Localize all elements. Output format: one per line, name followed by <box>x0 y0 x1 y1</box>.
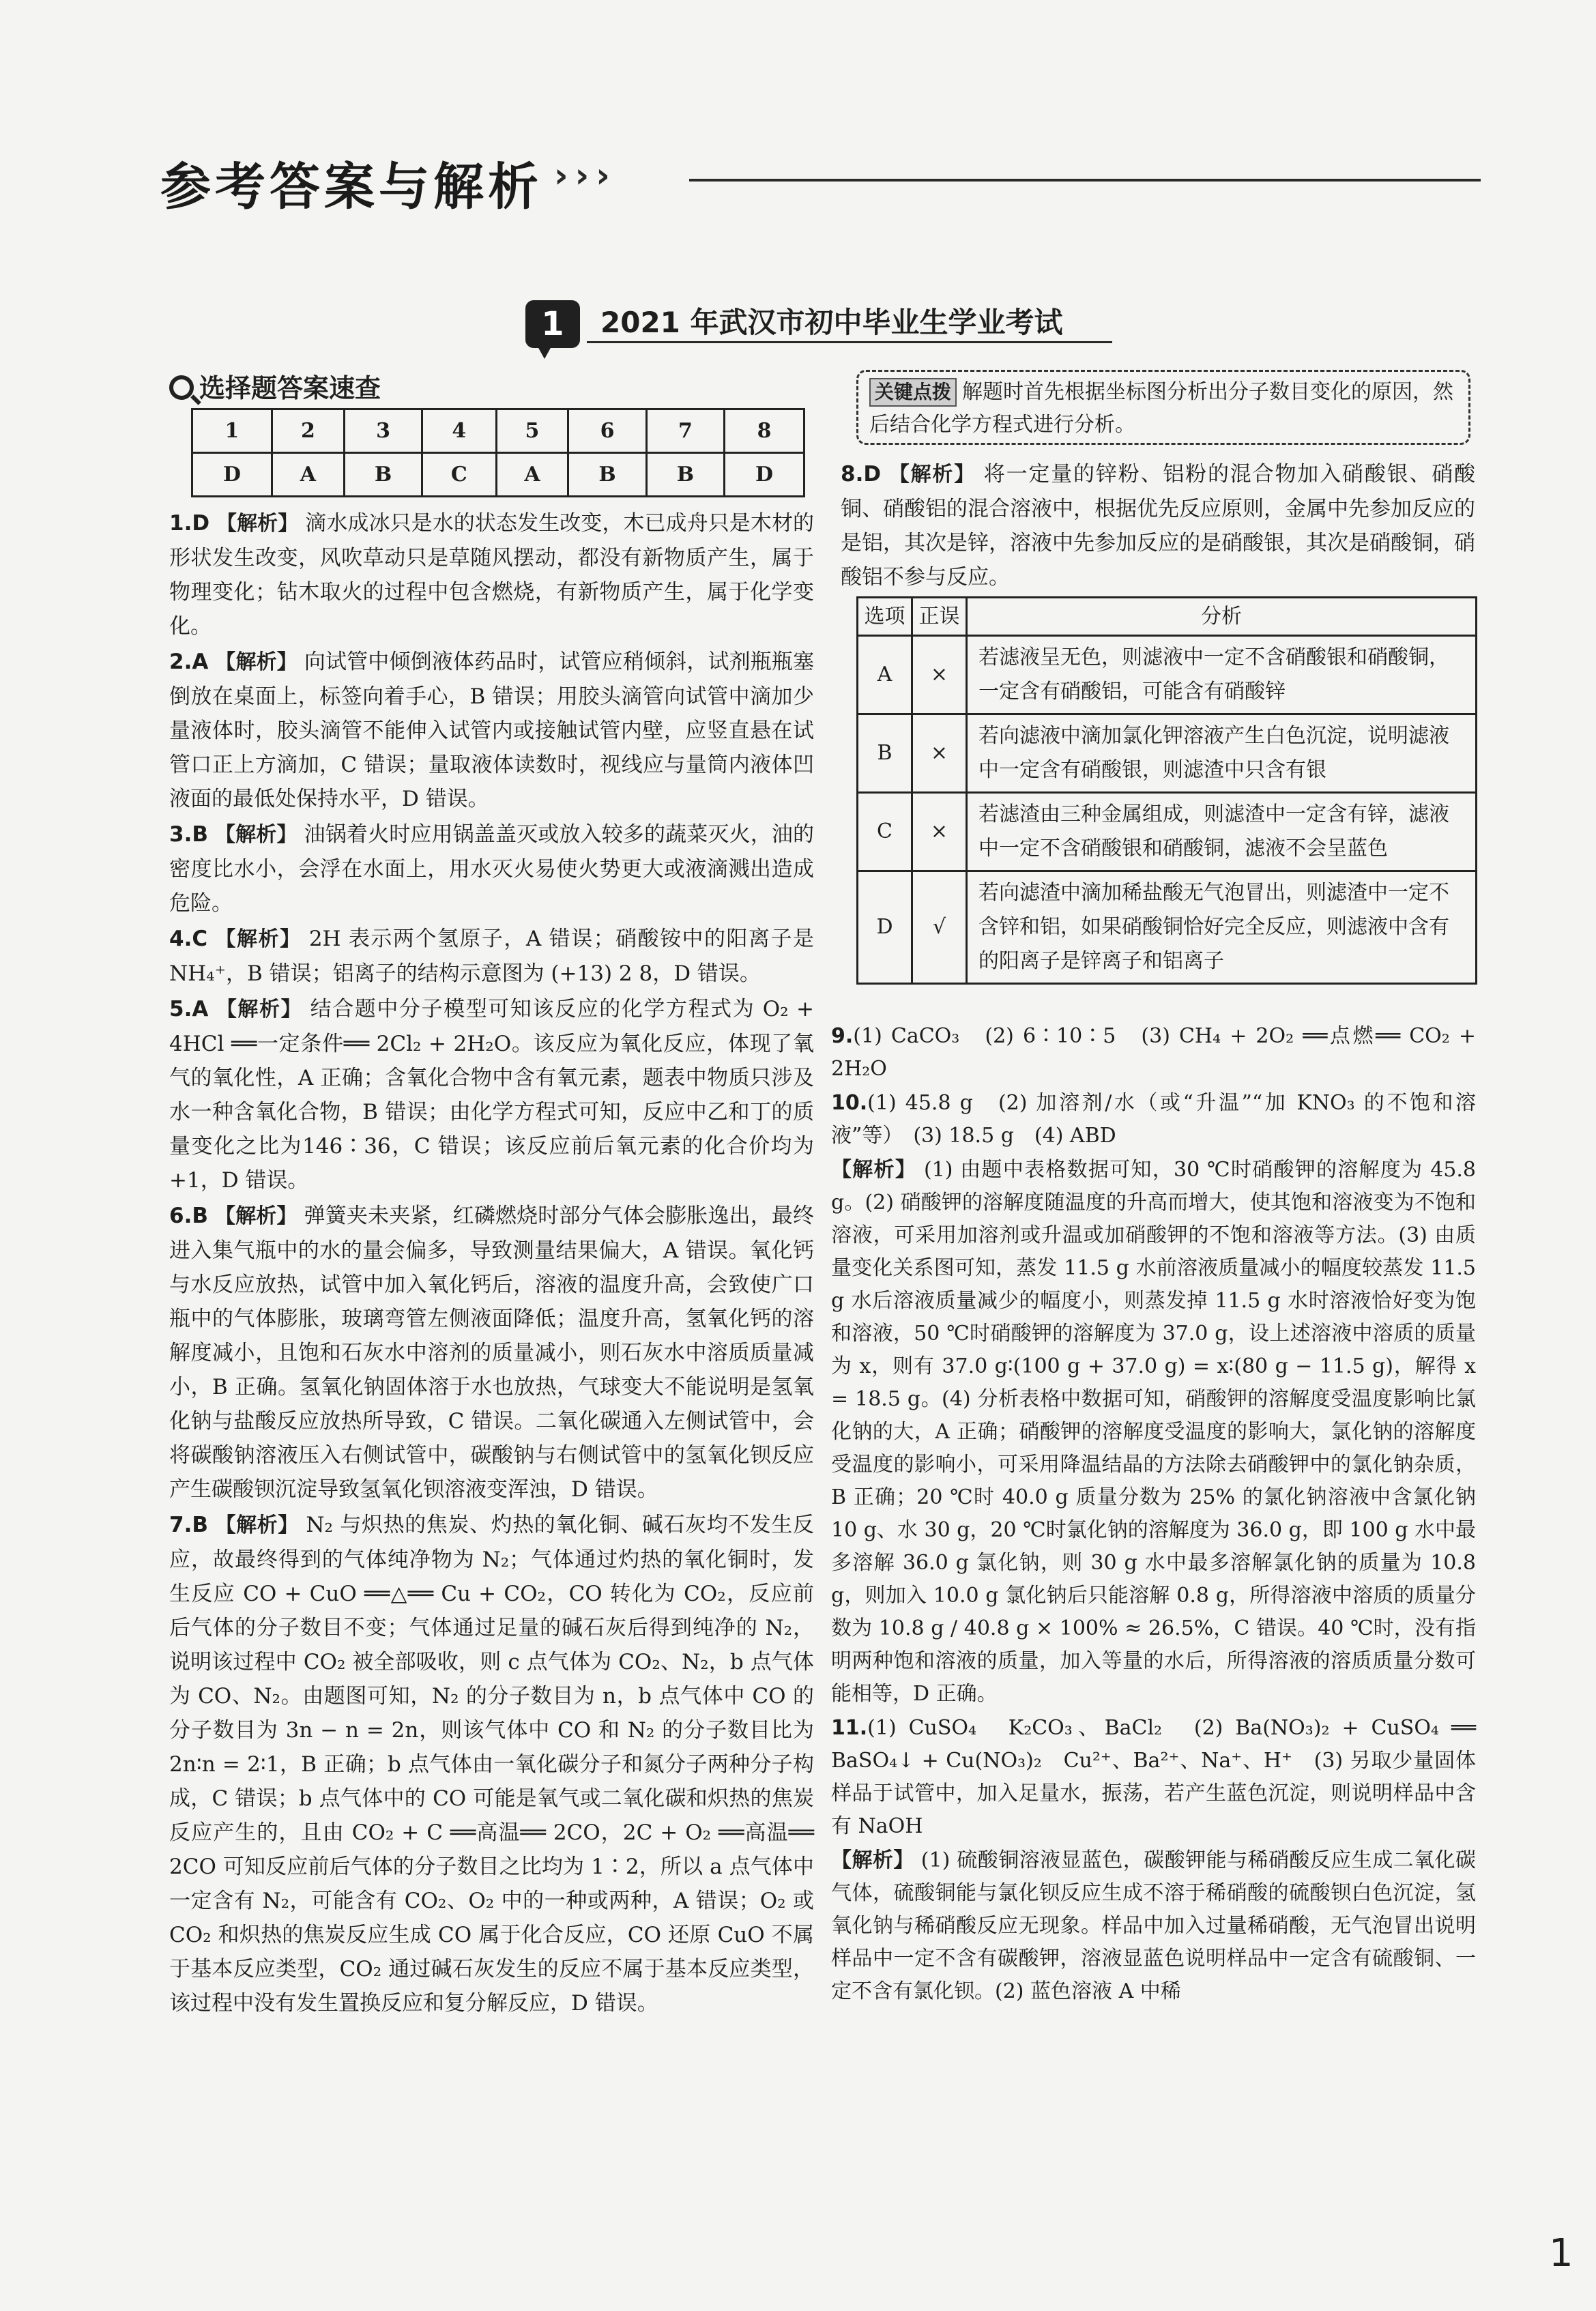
option-cell: A <box>858 636 912 714</box>
quick-check-heading <box>169 367 381 405</box>
analysis-cell: 若滤液呈无色，则滤液中一定不含硝酸银和硝酸铜，一定含有硝酸铝，可能含有硝酸锌 <box>967 636 1477 714</box>
answer-item: 10.(1) 45.8 g (2) 加溶剂/水（或“升温”“加 KNO₃ 的不饱和溶液”等） (3) 18.5 g (4) ABD <box>831 1091 1476 1148</box>
answer-letter: A <box>272 453 344 497</box>
key-point-box <box>856 370 1470 445</box>
answer-item: 11.(1) CuSO₄ K₂CO₃、BaCl₂ (2) Ba(NO₃)₂ + CuSO₄ ══ BaSO₄↓ + Cu(NO₃)₂ Cu²⁺、Ba²⁺、Na⁺、H⁺ (3) 另取少量固体样品于试管中，加入足量水，振荡，若产生蓝色沉淀，则说明样品中含有 NaOH <box>831 1716 1476 1838</box>
answer-item: 4.C 【解析】 2H 表示两个氢原子，A 错误；硝酸铵中的阳离子是 NH₄⁺，B 错误；铝离子的结构示意图为 (+13) 2 8，D 错误。 <box>169 927 815 986</box>
answer-item: 6.B 【解析】 弹簧夹未夹紧，红磷燃烧时部分气体会膨胀逸出，最终进入集气瓶中的水的量会偏多，导致测量结果偏大，A 错误。氧化钙与水反应放热，试管中加入氧化钙后，溶液的温度升高，会致使广口瓶中的气体膨胀，玻璃弯管左侧液面降低；温度升高，氢氧化钙的溶解度减小，且饱和石灰水中溶剂的质量减小，则石灰水中溶质质量减小，B 正确。氢氧化钠固体溶于水也放热，气球变大不能说明是氢氧化钠与盐酸反应放热所导致，C 错误。二氧化碳通入左侧试管中，会将碳酸钠溶液压入右侧试管中，碳酸钠与右侧试管中的氢氧化钡反应产生碳酸钡沉淀导致氢氧化钡溶液变浑浊，D 错误。 <box>169 1204 815 1502</box>
answer-item: 9.(1) CaCO₃ (2) 6∶10∶5 (3) CH₄ + 2O₂ ══点燃══ CO₂ + 2H₂O <box>831 1024 1476 1081</box>
question-number: 8 <box>725 409 804 453</box>
section-title: 2021 年武汉市初中毕业生学业考试 <box>600 306 1063 339</box>
column-header: 正误 <box>912 598 967 636</box>
analysis-cell: 若向滤液中滴加氯化钾溶液产生白色沉淀，说明滤液中一定含有硝酸银，则滤渣中只含有银 <box>967 714 1477 793</box>
analysis-cell: 若向滤渣中滴加稀盐酸无气泡冒出，则滤渣中一定不含锌和铝，如果硝酸铜恰好完全反应，则滤液中含有的阳离子是锌离子和铝离子 <box>967 871 1477 984</box>
answer-item: 1.D 【解析】 滴水成冰只是水的状态发生改变，木已成舟只是木材的形状发生改变，风吹草动只是草随风摆动，都没有新物质产生，属于物理变化；钻木取火的过程中包含燃烧，有新物质产生，属于化学变化。 <box>169 511 815 639</box>
analysis-header-row <box>858 598 1477 636</box>
page-number: 1 <box>1549 2231 1573 2276</box>
right-column <box>831 1020 1476 2009</box>
option-cell: B <box>858 714 912 793</box>
answer-item: 3.B 【解析】 油锅着火时应用锅盖盖灭或放入较多的蔬菜灭火，油的密度比水小，会浮在水面上，用水灭火易使火势更大或液滴溅出造成危险。 <box>169 822 815 916</box>
answer-letter: C <box>422 453 496 497</box>
answer-quick-table <box>191 408 805 497</box>
column-header: 分析 <box>967 598 1477 636</box>
left-column <box>169 506 814 2022</box>
mark-cell: × <box>912 636 967 714</box>
answer-number-row <box>192 409 804 453</box>
question-number: 7 <box>646 409 724 453</box>
question-number: 3 <box>344 409 422 453</box>
title-arrows-icon: ››› <box>554 156 617 195</box>
answer-letter: A <box>496 453 568 497</box>
page-title: 参考答案与解析 <box>160 158 542 216</box>
answer-item: 5.A 【解析】 结合题中分子模型可知该反应的化学方程式为 O₂ + 4HCl ══一定条件══ 2Cl₂ + 2H₂O。该反应为氧化反应，体现了氧气的氧化性，A 正确；含氧化合物中含有氧元素，题表中物质只涉及水一种含氧化合物，B 错误；由化学方程式可知，反应中乙和丁的质量变化之比为146∶36，C 错误；该反应前后氧元素的化合价均为 +1，D 错误。 <box>169 997 815 1193</box>
option-cell: D <box>858 871 912 984</box>
table-row <box>858 636 1477 714</box>
analysis-table <box>856 596 1477 985</box>
column-header: 选项 <box>858 598 912 636</box>
section-divider <box>587 341 1112 343</box>
answer-letter: D <box>192 453 272 497</box>
magnifier-icon <box>169 375 194 400</box>
mark-cell: √ <box>912 871 967 984</box>
table-row <box>858 871 1477 984</box>
table-row <box>858 793 1477 871</box>
question-number: 1 <box>192 409 272 453</box>
answer-item: 2.A 【解析】 向试管中倾倒液体药品时，试管应稍倾斜，试剂瓶瓶塞倒放在桌面上，标签向着手心，B 错误；用胶头滴管向试管中滴加少量液体时，胶头滴管不能伸入试管内或接触试管内壁，应竖直悬在试管口正上方滴加，C 错误；量取液体读数时，视线应与量筒内液体凹液面的最低处保持水平，D 错误。 <box>169 650 815 811</box>
title-divider <box>689 179 1481 181</box>
analysis-cell: 若滤渣由三种金属组成，则滤渣中一定含有锌，滤液中一定不含硝酸银和硝酸铜，滤液不会呈蓝色 <box>967 793 1477 871</box>
answer-letter: B <box>646 453 724 497</box>
key-point-text: 解题时首先根据坐标图分析出分子数目变化的原因，然后结合化学方程式进行分析。 <box>869 380 1454 437</box>
answer-item: 【解析】 (1) 由题中表格数据可知，30 ℃时硝酸钾的溶解度为 45.8 g。(2) 硝酸钾的溶解度随温度的升高而增大，使其饱和溶液变为不饱和溶液，可采用加溶剂或升温或加硝酸钾的不饱和溶液等方法。(3) 由质量变化关系图可知，蒸发 11.5 g 水前溶液质量减小的幅度较蒸发 11.5 g 水后溶液质量减少的幅度小，则蒸发掉 11.5 g 水时溶液恰好变为饱和溶液，50 ℃时硝酸钾的溶解度为 37.0 g，设上述溶液中溶质的质量为 x，则有 37.0 g∶(100 g + 37.0 g) = x∶(80 g − 11.5 g)，解得 x = 18.5 g。(4) 分析表格中数据可知，硝酸钾的溶解度受温度影响比氯化钠的大，A 正确；硝酸钾的溶解度受温度的影响大，氯化钠的溶解度受温度的影响小，可采用降温结晶的方法除去硝酸钾中的氯化钠杂质，B 正确；20 ℃时 40.0 g 质量分数为 25% 的氯化钠溶液中含氯化钠 10 g、水 30 g，20 ℃时氯化钠的溶解度为 36.0 g，即 100 g 水中最多溶解 36.0 g 氯化钠，则 30 g 水中最多溶解氯化钠的质量为 10.8 g，则加入 10.0 g 氯化钠后只能溶解 0.8 g，所得溶液中溶质的质量分数为 10.8 g / 40.8 g × 100% ≈ 26.5%，C 错误。40 ℃时，没有指明两种饱和溶液的质量，加入等量的水后，所得溶液的溶质质量分数可能相等，D 正确。 <box>831 1158 1477 1706</box>
answer-item: 【解析】 (1) 硫酸铜溶液显蓝色，碳酸钾能与稀硝酸反应生成二氧化碳气体，硫酸铜能与氯化钡反应生成不溶于稀硝酸的硫酸钡白色沉淀，氢氧化钠与稀硝酸反应无现象。样品中加入过量稀硝酸，无气泡冒出说明样品中一定不含有碳酸钾，溶液显蓝色说明样品中一定含有硫酸铜、一定不含有氯化钡。(2) 蓝色溶液 A 中稀 <box>831 1848 1476 2003</box>
section-number-badge: 1 <box>525 300 580 348</box>
question-8-block <box>841 457 1475 596</box>
quick-check-label: 选择题答案速查 <box>199 373 381 403</box>
answer-letter: D <box>725 453 804 497</box>
answer-letter: B <box>344 453 422 497</box>
answer-item: 7.B 【解析】 N₂ 与炽热的焦炭、灼热的氧化铜、碱石灰均不发生反应，故最终得到的气体纯净物为 N₂；气体通过灼热的氧化铜时，发生反应 CO + CuO ══△══ Cu + CO₂，CO 转化为 CO₂，反应前后气体的分子数目不变；气体通过足量的碱石灰后得到纯净的 N₂，说明该过程中 CO₂ 被全部吸收，则 c 点气体为 CO₂、N₂，b 点气体为 CO、N₂。由题图可知，N₂ 的分子数目为 n，b 点气体中 CO 的分子数目为 3n − n = 2n，则该气体中 CO 和 N₂ 的分子数目比为 2n∶n = 2∶1，B 正确；b 点气体由一氧化碳分子和氮分子两种分子构成，C 错误；b 点气体中的 CO 可能是氧气或二氧化碳和炽热的焦炭反应产生的，且由 CO₂ + C ══高温══ 2CO，2C + O₂ ══高温══ 2CO 可知反应前后气体的分子数目之比均为 1∶2，所以 a 点气体中一定含有 N₂，可能含有 CO₂、O₂ 中的一种或两种，A 错误；O₂ 或 CO₂ 和炽热的焦炭反应生成 CO 属于化合反应，CO 还原 CuO 不属于基本反应类型，CO₂ 通过碱石灰发生的反应不属于基本反应类型，该过程中没有发生置换反应和复分解反应，D 错误。 <box>169 1513 815 2016</box>
mark-cell: × <box>912 793 967 871</box>
key-point-tag: 关键点拨 <box>869 378 957 407</box>
answer-letter: B <box>568 453 646 497</box>
answer-letter-row <box>192 453 804 497</box>
question-number: 4 <box>422 409 496 453</box>
question-number: 2 <box>272 409 344 453</box>
question-number: 5 <box>496 409 568 453</box>
table-row <box>858 714 1477 793</box>
mark-cell: × <box>912 714 967 793</box>
question-number: 6 <box>568 409 646 453</box>
answer-item: 8.D 【解析】 将一定量的锌粉、铝粉的混合物加入硝酸银、硝酸铜、硝酸铝的混合溶液中，根据优先反应原则，金属中先参加反应的是铝，其次是锌，溶液中先参加反应的是硝酸银，其次是硝酸铜，硝酸铝不参与反应。 <box>841 462 1476 590</box>
option-cell: C <box>858 793 912 871</box>
